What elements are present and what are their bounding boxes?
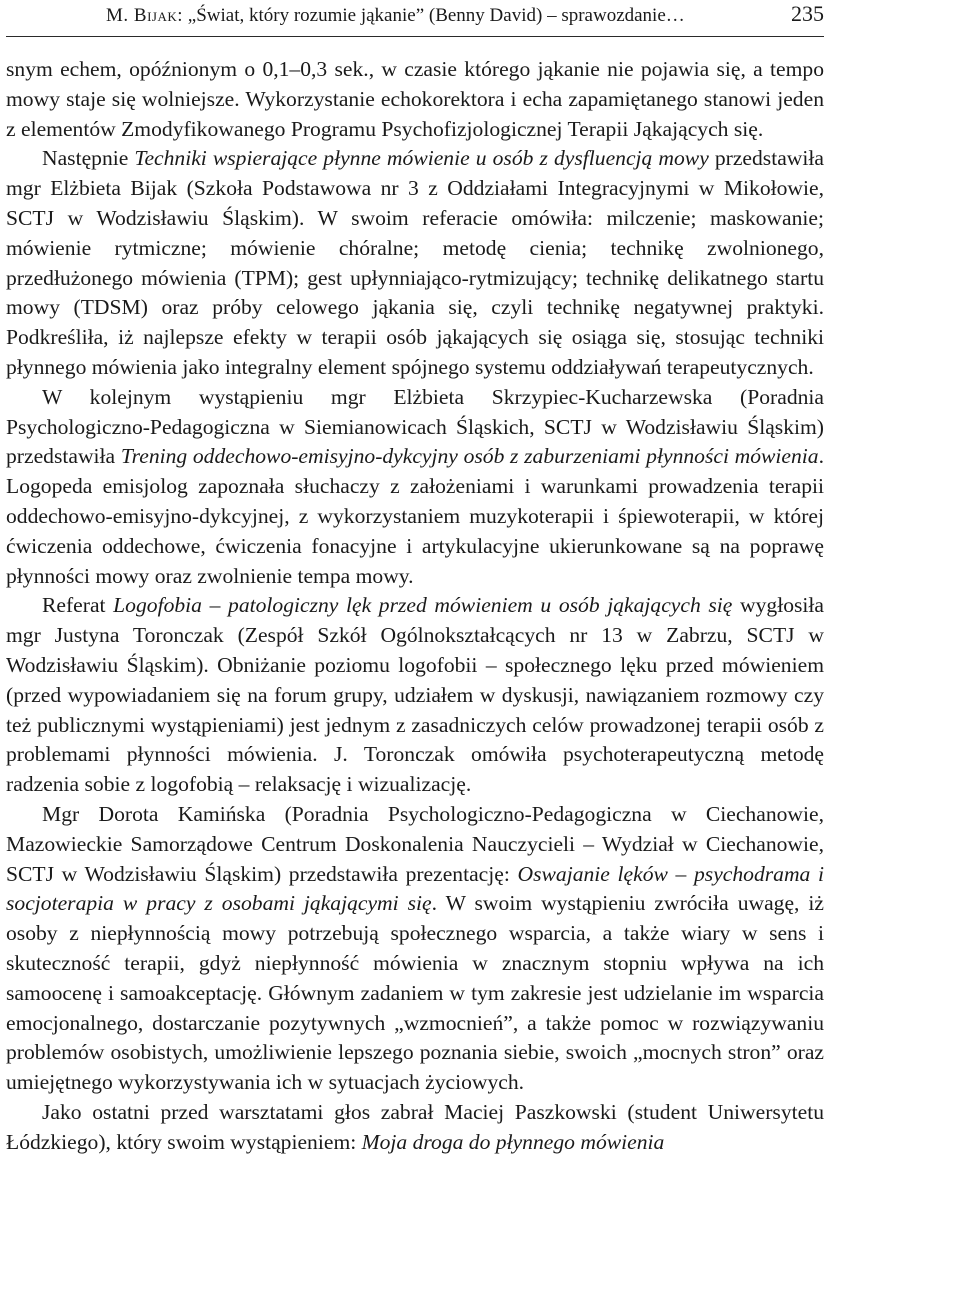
text-run: snym echem, opóźnionym o 0,1–0,3 sek., w czasie którego jąkanie nie pojawia się, a tempo mowy staje się wolniejsze. Wykorzystanie echokorektora i echa zapamiętanego stanowi jeden z elementów Zmodyfikowanego Programu Psychofizjologicznej Terapii Jąkających się. (6, 57, 824, 141)
text-run: Następnie (42, 146, 135, 171)
header-title-line (106, 2, 685, 30)
paragraph-toronczak (6, 591, 824, 800)
header-author: M. Bijak: (106, 5, 184, 26)
text-run: W kolejnym wystąpieniu mgr Elżbieta Skrzypiec-Kucharzewska (Poradnia Psychologiczno-Pedagogiczna w Siemianowicach Śląskich, SCTJ w Wodzisławiu Śląskim) przedstawiła (6, 384, 824, 469)
header-title: „Świat, który rozumie jąkanie” (Benny David) – sprawozdanie… (187, 5, 685, 26)
talk-title: Trening oddechowo-emisyjno-dykcyjny osób z zaburzeniami płynności mówienia (120, 444, 819, 469)
text-run: Referat (42, 593, 114, 618)
talk-title: Logofobia – patologiczny lęk przed mówieniem u osób jąkających się (113, 593, 733, 618)
text-run: . W swoim wystąpieniu zwróciła uwagę, iż osoby z niepłynnością mowy potrzebują społecznego wsparcia, a także wiary w sens i skuteczność terapii, gdyż niepłynność mówienia w znacznym stopniu wpływa na ich samoocenę i samoakceptację. Głównym zadaniem w tym zakresie jest udzielanie im wsparcia emocjonalnego, dostarczanie pozytywnych „wzmocnień”, a także pomoc w rozwiązywaniu problemów osobistych, umożliwienie lepszego poznania siebie, swoich „mocnych stron” oraz umiejętnego wykorzystywania ich w sytuacjach życiowych. (6, 891, 824, 1095)
body-text (6, 55, 824, 1157)
text-run: Jako ostatni przed warsztatami głos zabrał Maciej Paszkowski (student Uniwersytetu Łódzkiego), który swoim wystąpieniem: (6, 1099, 824, 1154)
text-run: . Logopeda emisjolog zapoznała słuchaczy z założeniami i warunkami prowadzenia terapii oddechowo-emisyjno-dykcyjnej, z wykorzystaniem muzykoterapii i śpiewoterapii, w której ćwiczenia oddechowe, ćwiczenia fonacyjne i artykulacyjne ukierunkowane są na poprawę płynności mowy oraz zwolnienie tempa mowy. (6, 444, 824, 588)
paragraph-skrzypiec (6, 383, 824, 592)
paragraph-continuation (6, 55, 824, 144)
talk-title: Techniki wspierające płynne mówienie u osób z dysfluencją mowy (134, 146, 709, 171)
paragraph-kaminska (6, 800, 824, 1098)
text-run: przedstawiła mgr Elżbieta Bijak (Szkoła Podstawowa nr 3 z Oddziałami Integracyjnymi w Mikołowie, SCTJ w Wodzisławiu Śląskim). W swoim referacie omówiła: milczenie; maskowanie; mówienie rytmiczne; mówienie chóralne; metodę cienia; technikę zwolnionego, przedłużonego mówienia (TPM); gest upłynniająco-rytmizujący; technikę delikatnego startu mowy (TDSM) oraz próby celowego jąkania się, czyli technikę negatywnej praktyki. Podkreśliła, iż najlepsze efekty w terapii osób jąkających się osiąga się, stosując techniki płynnego mówienia jako integralny element spójnego systemu oddziaływań terapeutycznych. (6, 146, 824, 379)
paragraph-paszkowski (6, 1098, 824, 1158)
text-run: Mgr Dorota Kamińska (Poradnia Psychologiczno-Pedagogiczna w Ciechanowie, Mazowieckie Samorządowe Centrum Doskonalenia Nauczycieli – Wydział w Ciechanowie, SCTJ w Wodzisławiu Śląskim) przedstawiła prezentację: (6, 801, 824, 886)
talk-title: Oswajanie lęków – psychodrama i socjoterapia w pracy z osobami jąkającymi się (6, 861, 825, 916)
talk-title: Moja droga do płynnego mówienia (361, 1129, 665, 1154)
page-number: 235 (791, 1, 824, 26)
running-header (6, 0, 824, 37)
paragraph-bijak (6, 144, 824, 382)
text-run: wygłosiła mgr Justyna Toronczak (Zespół Szkół Ogólnokształcących nr 13 w Zabrzu, SCTJ w Wodzisławiu Śląskim). Obniżanie poziomu logofobii – społecznego lęku przed mówieniem (przed wypowiadaniem się na forum grupy, udziałem w dyskusji, nawiązaniem rozmowy czy też publicznymi wystąpieniami) jest jednym z zasadniczych celów prowadzonej terapii osób z problemami płynności mówienia. J. Toronczak omówiła psychoterapeutyczną metodę radzenia sobie z logofobią – relaksację i wizualizację. (6, 593, 824, 797)
document-page (6, 0, 824, 1157)
